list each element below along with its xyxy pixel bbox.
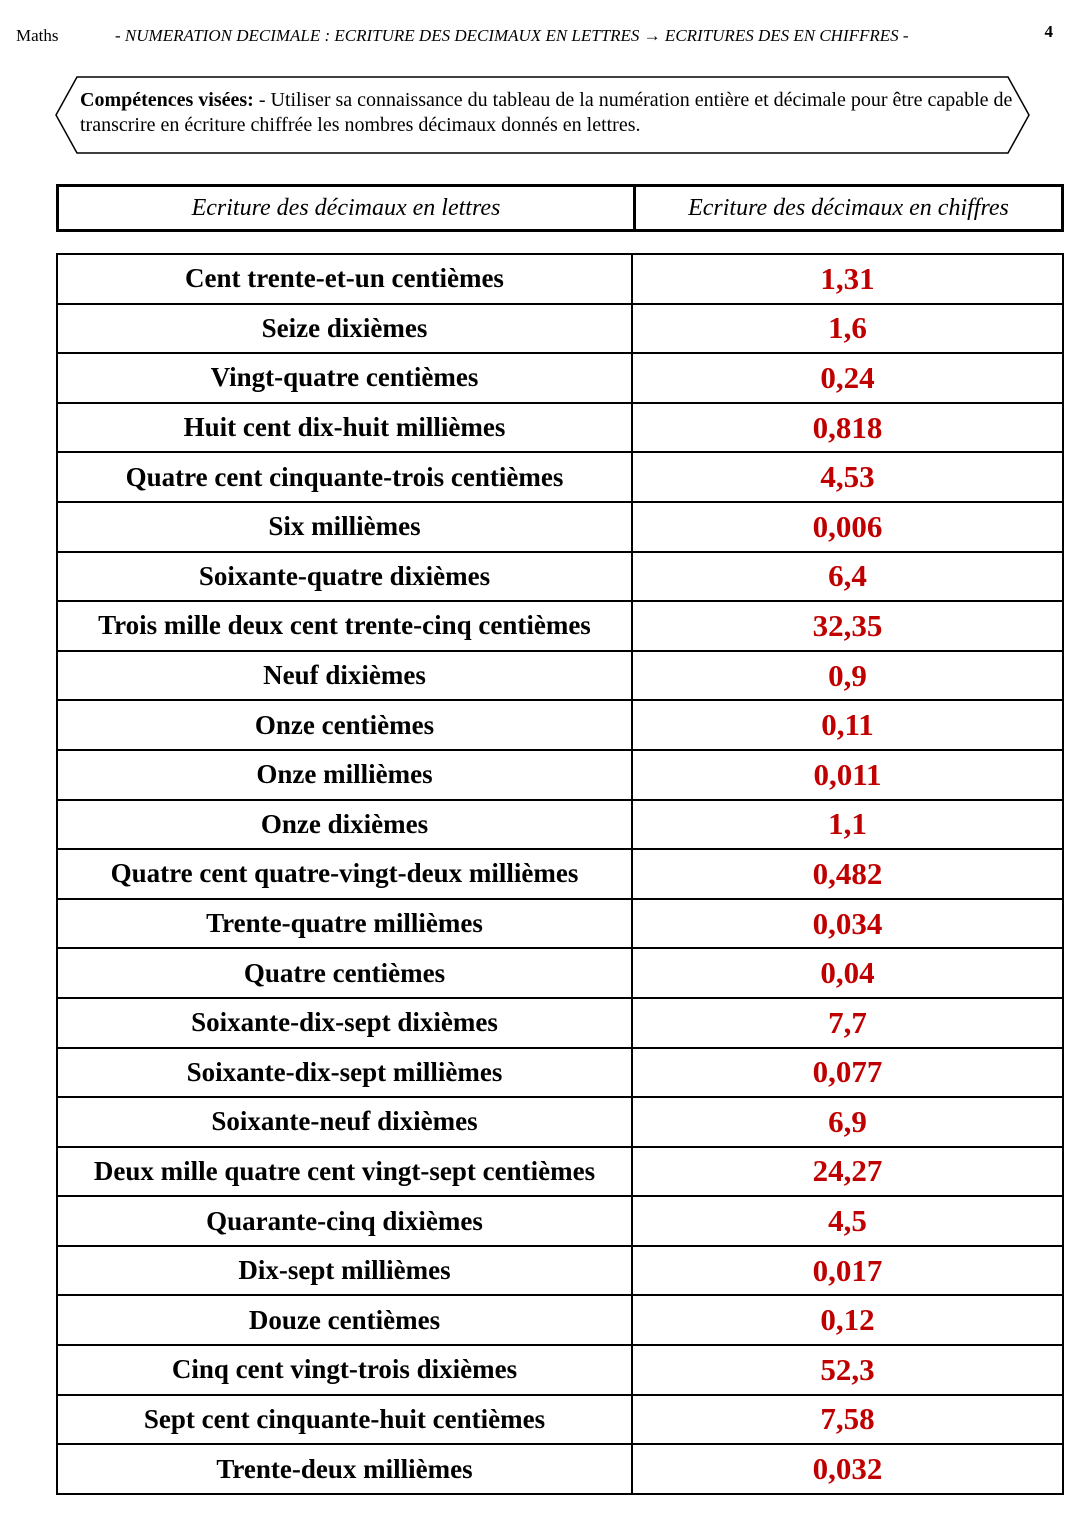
table-row xyxy=(58,255,1062,305)
page-number: 4 xyxy=(1044,22,1053,41)
table-row xyxy=(58,1445,1062,1493)
number-cell: 0,032 xyxy=(812,1451,883,1487)
number-cell: 0,017 xyxy=(812,1252,883,1288)
number-cell: 4,5 xyxy=(828,1203,867,1239)
table-row xyxy=(58,1296,1062,1346)
number-cell: 6,4 xyxy=(828,558,867,594)
table-row xyxy=(58,900,1062,950)
number-cell: 0,11 xyxy=(821,707,874,743)
words-cell: Quarante-cinq dixièmes xyxy=(58,1197,633,1245)
words-cell: Six millièmes xyxy=(58,503,633,551)
number-cell: 1,31 xyxy=(820,260,875,296)
words-cell: Deux mille quatre cent vingt-sept centièmes xyxy=(58,1148,633,1196)
number-cell: 0,04 xyxy=(820,955,875,991)
decimals-table xyxy=(56,253,1064,1495)
words-cell: Soixante-neuf dixièmes xyxy=(58,1098,633,1146)
words-cell: Onze dixièmes xyxy=(58,801,633,849)
words-cell: Onze millièmes xyxy=(58,751,633,799)
competence-description: - Utiliser sa connaissance du tableau de la numération entière et décimale pour être capable de transcrire en écriture chiffrée les nombres décimaux donnés en lettres. xyxy=(80,89,1013,136)
header-words-column: Ecriture des décimaux en lettres xyxy=(59,187,636,229)
table-row xyxy=(58,751,1062,801)
words-cell: Cinq cent vingt-trois dixièmes xyxy=(58,1346,633,1394)
number-cell: 7,58 xyxy=(820,1401,875,1437)
table-row xyxy=(58,1148,1062,1198)
words-cell: Soixante-quatre dixièmes xyxy=(58,553,633,601)
table-row xyxy=(58,503,1062,553)
table-row xyxy=(58,602,1062,652)
number-cell: 4,53 xyxy=(820,459,875,495)
number-cell: 0,482 xyxy=(812,855,883,891)
words-cell: Soixante-dix-sept dixièmes xyxy=(58,999,633,1047)
header-numbers-column: Ecriture des décimaux en chiffres xyxy=(688,194,1009,221)
table-row xyxy=(58,850,1062,900)
number-cell: 0,011 xyxy=(813,756,882,792)
words-cell: Trois mille deux cent trente-cinq centièmes xyxy=(58,602,633,650)
words-cell: Trente-quatre millièmes xyxy=(58,900,633,948)
number-cell: 0,077 xyxy=(812,1054,883,1090)
number-cell: 0,12 xyxy=(820,1302,875,1338)
table-row xyxy=(58,305,1062,355)
table-row xyxy=(58,949,1062,999)
table-row xyxy=(58,701,1062,751)
number-cell: 52,3 xyxy=(820,1351,875,1387)
words-cell: Huit cent dix-huit millièmes xyxy=(58,404,633,452)
page-title: - NUMERATION DECIMALE : ECRITURE DES DECIMAUX EN LETTRES → ECRITURES DES EN CHIFFRES - xyxy=(115,26,909,45)
number-cell: 32,35 xyxy=(812,607,883,643)
words-cell: Vingt-quatre centièmes xyxy=(58,354,633,402)
words-cell: Soixante-dix-sept millièmes xyxy=(58,1049,633,1097)
words-cell: Neuf dixièmes xyxy=(58,652,633,700)
words-cell: Quatre centièmes xyxy=(58,949,633,997)
number-cell: 0,034 xyxy=(812,905,883,941)
table-row xyxy=(58,404,1062,454)
table-row xyxy=(58,1197,1062,1247)
number-cell: 1,6 xyxy=(828,310,867,346)
words-cell: Dix-sept millièmes xyxy=(58,1247,633,1295)
words-cell: Trente-deux millièmes xyxy=(58,1445,633,1493)
number-cell: 1,1 xyxy=(828,806,867,842)
number-cell: 0,24 xyxy=(820,359,875,395)
words-cell: Sept cent cinquante-huit centièmes xyxy=(58,1396,633,1444)
table-row xyxy=(58,801,1062,851)
words-cell: Onze centièmes xyxy=(58,701,633,749)
table-row xyxy=(58,354,1062,404)
number-cell: 24,27 xyxy=(812,1153,883,1189)
table-row xyxy=(58,999,1062,1049)
words-cell: Seize dixièmes xyxy=(58,305,633,353)
column-header-table xyxy=(56,184,1064,232)
table-row xyxy=(58,1247,1062,1297)
table-row xyxy=(58,553,1062,603)
table-row xyxy=(58,1049,1062,1099)
number-cell: 0,006 xyxy=(812,508,883,544)
competence-box xyxy=(55,76,1030,154)
number-cell: 6,9 xyxy=(828,1103,867,1139)
number-cell: 0,818 xyxy=(812,409,883,445)
table-row xyxy=(58,652,1062,702)
words-cell: Quatre cent cinquante-trois centièmes xyxy=(58,453,633,501)
subject-label: Maths xyxy=(16,26,59,45)
number-cell: 0,9 xyxy=(828,657,867,693)
words-cell: Douze centièmes xyxy=(58,1296,633,1344)
words-cell: Quatre cent quatre-vingt-deux millièmes xyxy=(58,850,633,898)
table-row xyxy=(58,1396,1062,1446)
table-row xyxy=(58,1098,1062,1148)
number-cell: 7,7 xyxy=(828,1004,867,1040)
competence-label: Compétences visées: xyxy=(80,89,254,111)
table-row xyxy=(58,453,1062,503)
competence-text xyxy=(80,88,1015,138)
table-row xyxy=(58,1346,1062,1396)
words-cell: Cent trente-et-un centièmes xyxy=(58,255,633,303)
